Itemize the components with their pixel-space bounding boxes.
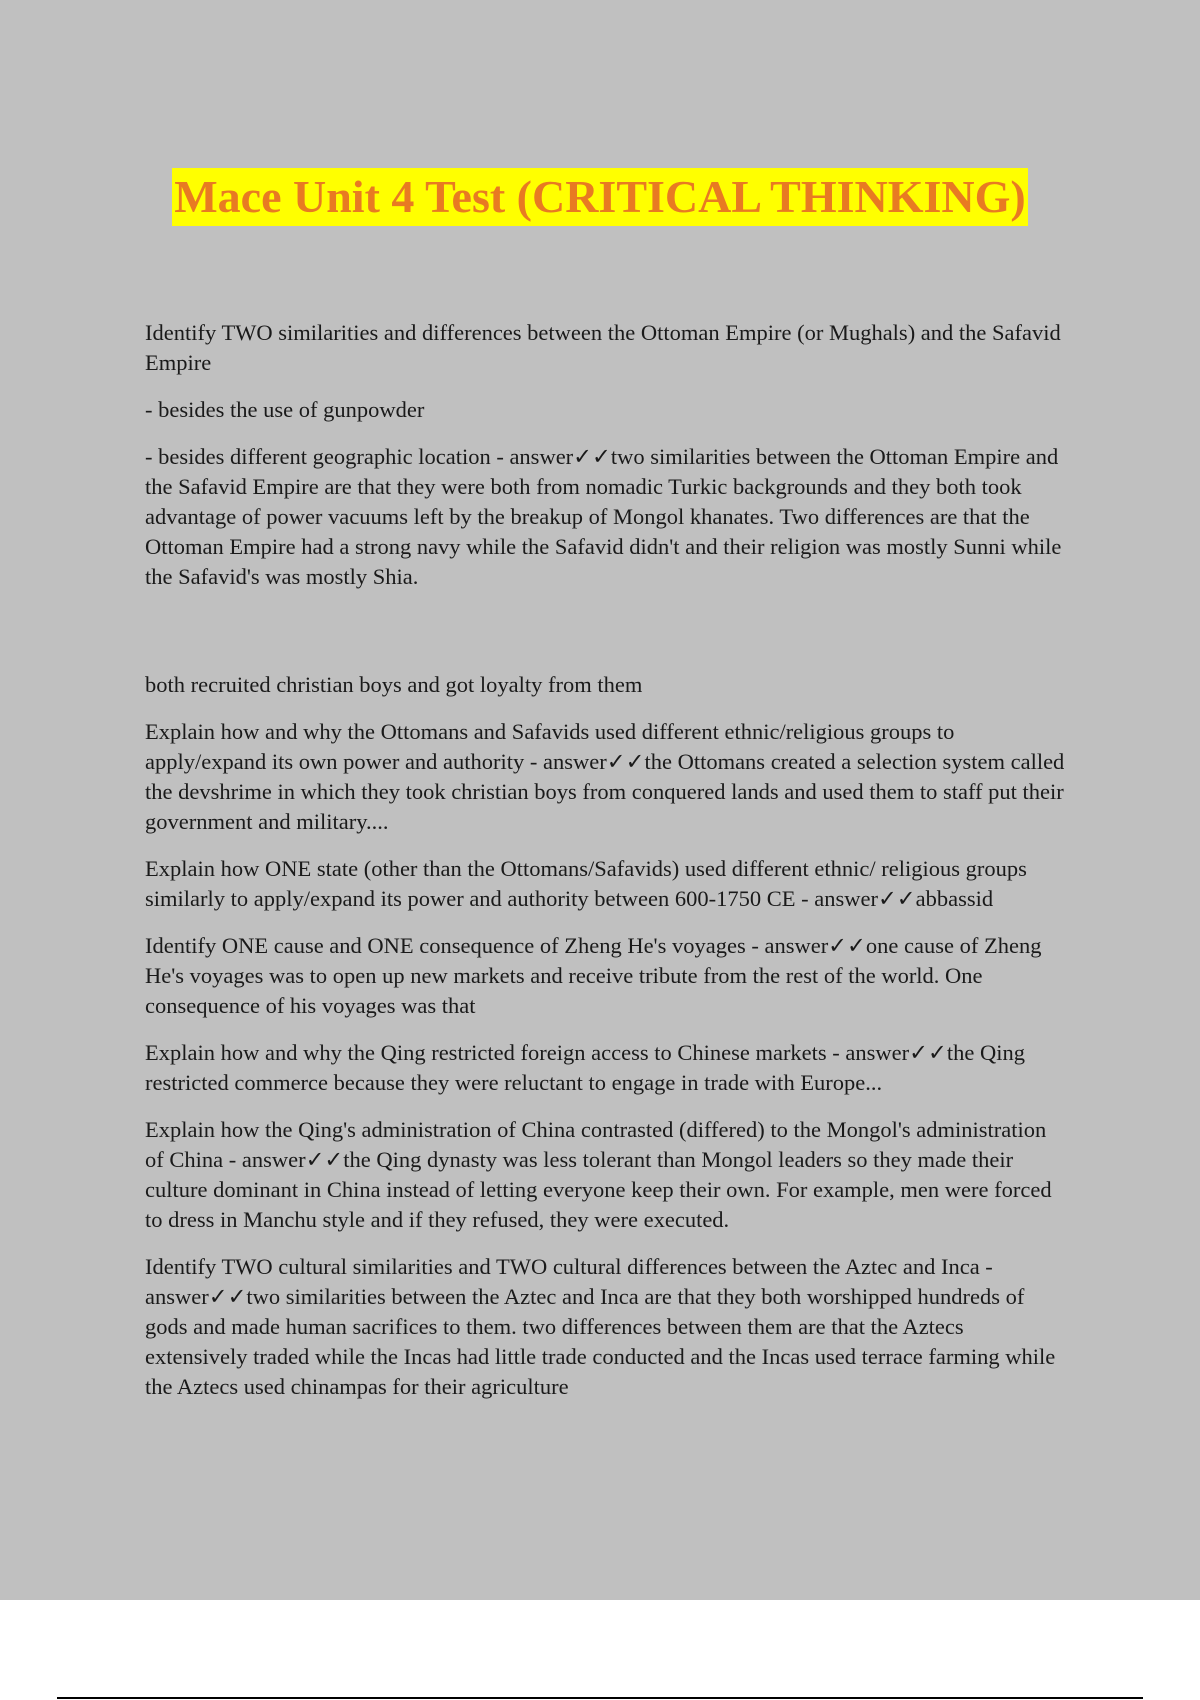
document-body (145, 318, 1070, 1419)
bottom-divider (57, 1697, 1143, 1699)
title-wrapper (0, 168, 1200, 226)
paragraph-question-5: Explain how and why the Qing restricted foreign access to Chinese markets - answer✓✓the Qing restricted commerce because they were reluctant to engage in trade with Europe... (145, 1040, 1025, 1095)
paragraph-question-1: Identify TWO similarities and differences between the Ottoman Empire (or Mughals) and the Safavid Empire (145, 320, 1061, 375)
paragraph-question-3: Explain how ONE state (other than the Ottomans/Safavids) used different ethnic/ religious groups similarly to apply/expand its power and authority between 600-1750 CE - answer✓✓abbassid (145, 856, 1027, 911)
paragraph-question-7: Identify TWO cultural similarities and TWO cultural differences between the Aztec and Inca - answer✓✓two similarities between the Aztec and Inca are that they both worshipped hundreds of gods and made human sacrifices to them. two differences between them are that the Aztecs extensively traded while the Incas had little trade conducted and the Incas used terrace farming while the Aztecs used chinampas for their agriculture (145, 1254, 1056, 1399)
document-title: Mace Unit 4 Test (CRITICAL THINKING) (172, 168, 1028, 226)
paragraph-note-gunpowder: - besides the use of gunpowder (145, 397, 425, 422)
paragraph-question-6: Explain how the Qing's administration of China contrasted (differed) to the Mongol's administration of China - answer✓✓the Qing dynasty was less tolerant than Mongol leaders so they made their culture dominant in China instead of letting everyone keep their own. For example, men were forced to dress in Manchu style and if they refused, they were executed. (145, 1117, 1052, 1232)
paragraph-question-2: Explain how and why the Ottomans and Safavids used different ethnic/religious groups to apply/expand its own power and authority - answer✓✓the Ottomans created a selection system called the devshrime in which they took christian boys from conquered lands and used them to staff put their government and military.... (145, 719, 1065, 834)
paragraph-note-christian-boys: both recruited christian boys and got loyalty from them (145, 672, 643, 697)
paragraph-question-4: Identify ONE cause and ONE consequence of Zheng He's voyages - answer✓✓one cause of Zheng He's voyages was to open up new markets and receive tribute from the rest of the world. One consequence of his voyages was that (145, 933, 1042, 1018)
paragraph-answer-1: - besides different geographic location - answer✓✓two similarities between the Ottoman Empire and the Safavid Empire are that they were both from nomadic Turkic backgrounds and they both took advantage of power vacuums left by the breakup of Mongol khanates. Two differences are that the Ottoman Empire had a strong navy while the Safavid didn't and their religion was mostly Sunni while the Safavid's was mostly Shia. (145, 444, 1062, 589)
